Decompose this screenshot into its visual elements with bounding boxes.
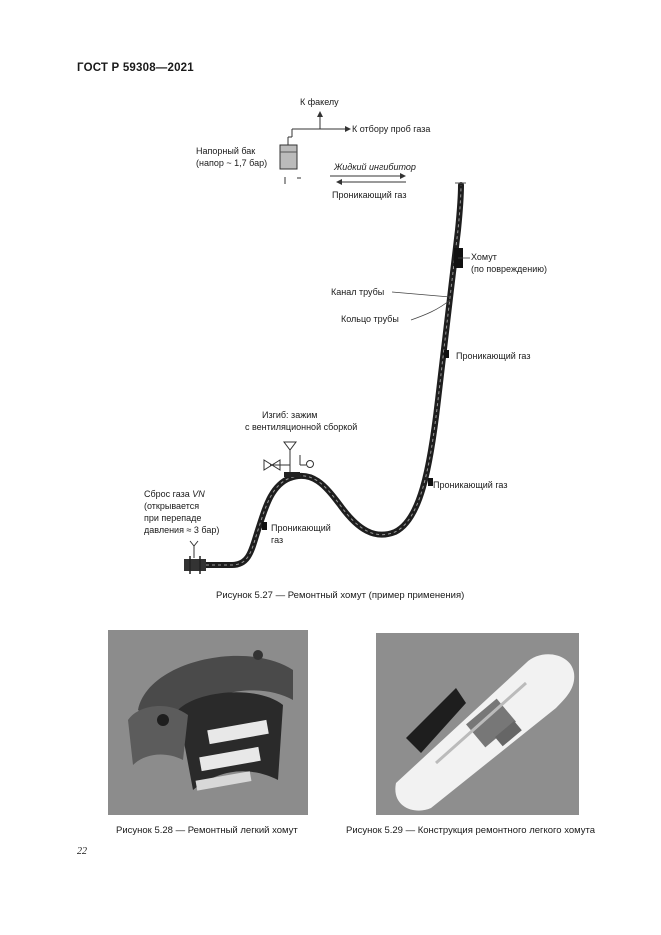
photo-repair-light-clamp-design [376, 633, 579, 815]
document-header: ГОСТ Р 59308—2021 [77, 62, 194, 74]
pipe-end-fitting [184, 559, 206, 571]
photo-repair-light-clamp [108, 630, 308, 815]
label-vent-line1: Сброс газа VN [144, 489, 205, 499]
label-permeating-gas-top: Проникающий газ [332, 190, 407, 200]
label-bend-line1: Изгиб: зажим [262, 410, 318, 420]
caption-figure-5-27: Рисунок 5.27 — Ремонтный хомут (пример применения) [216, 590, 465, 601]
label-bend-line2: с вентиляционной сборкой [245, 422, 358, 432]
label-pipe-ring: Кольцо трубы [341, 314, 399, 324]
label-vent-line2: (открывается [144, 501, 200, 511]
page-number: 22 [77, 846, 87, 857]
label-liquid-inhibitor: Жидкий ингибитор [334, 162, 416, 172]
label-permeating-gas-mid: Проникающий газ [456, 351, 531, 361]
label-permeating-gas-bottom-line1: Проникающий [271, 523, 331, 533]
pressure-tank [280, 145, 297, 169]
label-to-sampling: К отбору проб газа [352, 124, 431, 134]
pipe-body [188, 185, 461, 565]
label-permeating-gas-low: Проникающий газ [433, 480, 508, 490]
caption-figure-5-29: Рисунок 5.29 — Конструкция ремонтного легкого хомута [346, 825, 596, 836]
label-to-flare: К факелу [300, 97, 339, 107]
caption-figure-5-28: Рисунок 5.28 — Ремонтный легкий хомут [116, 825, 298, 836]
label-clamp-line2: (по повреждению) [471, 264, 547, 274]
label-clamp-line1: Хомут [471, 252, 497, 262]
label-vent-line4: давления ≈ 3 бар) [144, 525, 220, 535]
label-tank-line1: Напорный бак [196, 146, 256, 156]
label-tank-line2: (напор ~ 1,7 бар) [196, 158, 268, 168]
label-vent-line3: при перепаде [144, 513, 202, 523]
label-permeating-gas-bottom-line2: газ [271, 535, 284, 545]
label-pipe-channel: Канал трубы [331, 287, 385, 297]
